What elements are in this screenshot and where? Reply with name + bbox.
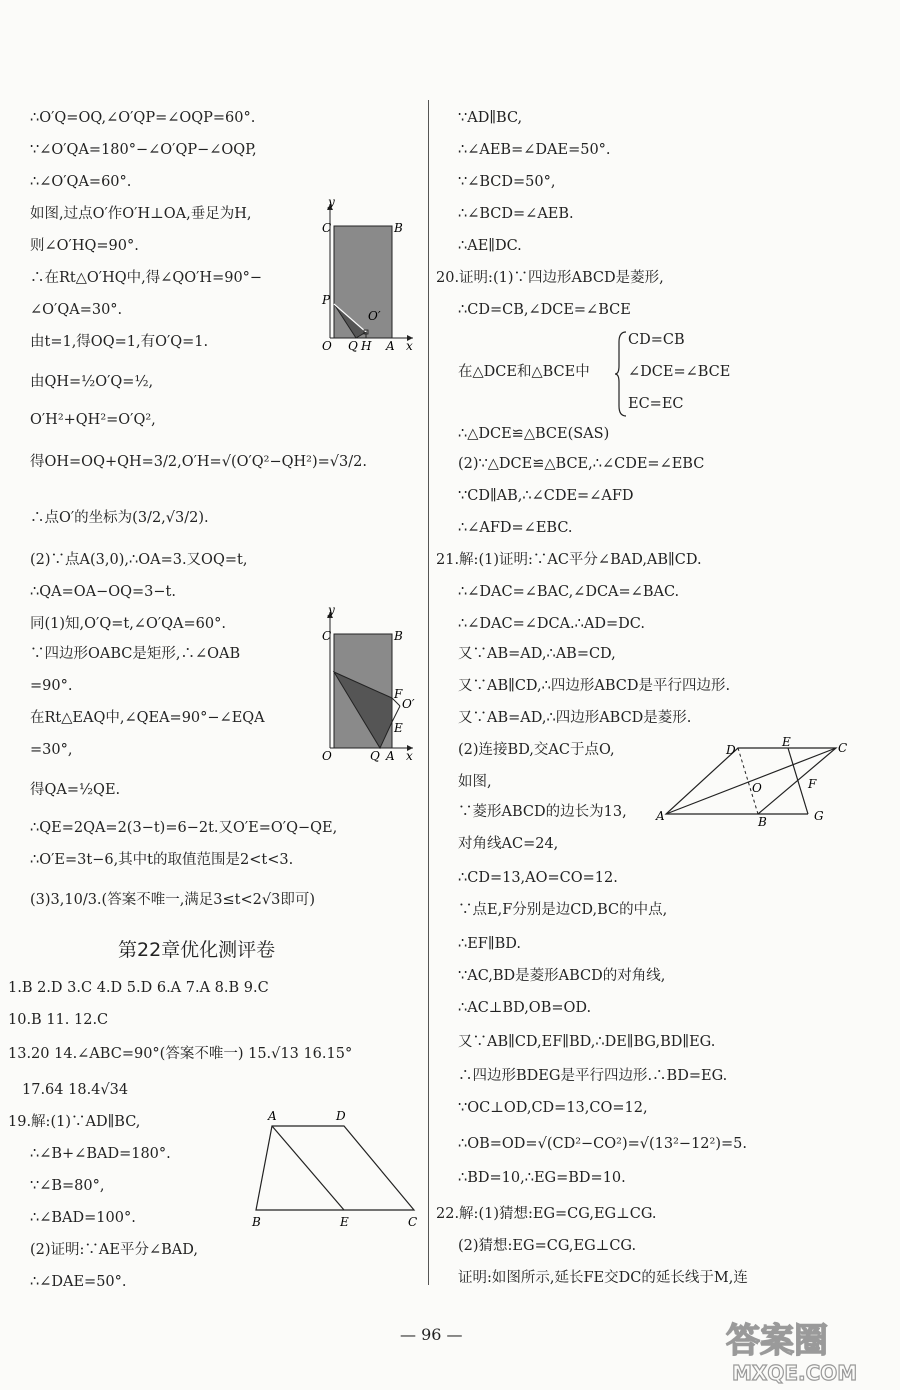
watermark-top-text: 答案圈 bbox=[726, 1321, 828, 1361]
text-line: 又∵AB=AD,∴四边形ABCD是菱形. bbox=[458, 710, 692, 726]
answer-line: 10.B 11. 12.C bbox=[8, 1012, 109, 1028]
text-line: 22.解:(1)猜想:EG=CG,EG⊥CG. bbox=[436, 1206, 657, 1222]
text-line: (2)∵点A(3,0),∴OA=3.又OQ=t, bbox=[30, 552, 248, 568]
point-label: C bbox=[322, 221, 332, 235]
chapter-heading: 第22章优化测评卷 bbox=[118, 939, 276, 961]
text-line: ∠O′QA=30°. bbox=[30, 302, 123, 318]
text-line: ∵四边形OABC是矩形,∴∠OAB bbox=[30, 646, 241, 662]
text-line: ∵点E,F分别是边CD,BC的中点, bbox=[458, 902, 668, 918]
text-line: ∴CD=13,AO=CO=12. bbox=[458, 870, 618, 886]
point-label: D bbox=[336, 1109, 346, 1123]
text-line: ∵OC⊥OD,CD=13,CO=12, bbox=[458, 1100, 648, 1116]
text-line: O′H²+QH²=O′Q², bbox=[30, 412, 156, 428]
text-line: ∵菱形ABCD的边长为13, bbox=[458, 804, 627, 820]
text-line: 如图, bbox=[458, 774, 492, 790]
text-line: ∴△DCE≌△BCE(SAS) bbox=[458, 426, 610, 442]
point-label: D bbox=[726, 743, 736, 757]
text-line: ∴OB=OD=√(CD²−CO²)=√(13²−12²)=5. bbox=[458, 1136, 747, 1152]
point-label: O bbox=[322, 339, 332, 352]
text-line: =30°, bbox=[30, 742, 73, 758]
figure-coordinate-1 bbox=[308, 196, 420, 352]
point-label: H bbox=[361, 339, 372, 352]
point-label: C bbox=[408, 1215, 418, 1229]
figure-coordinate-2 bbox=[308, 606, 420, 762]
point-label: Q bbox=[348, 339, 358, 352]
point-label: E bbox=[340, 1215, 349, 1229]
point-label: O bbox=[752, 781, 762, 795]
text-line: ∴∠AEB=∠DAE=50°. bbox=[458, 142, 611, 158]
text-line: ∴在Rt△O′HQ中,得∠QO′H=90°− bbox=[30, 270, 263, 286]
text-line: ∵∠O′QA=180°−∠O′QP−∠OQP, bbox=[30, 142, 257, 158]
figure-trapezoid bbox=[248, 1104, 428, 1232]
text-line: 则∠O′HQ=90°. bbox=[30, 238, 139, 254]
text-line: ∵AC,BD是菱形ABCD的对角线, bbox=[458, 968, 666, 984]
text-line: ∵∠B=80°, bbox=[30, 1178, 105, 1194]
text-line: 在Rt△EAQ中,∠QEA=90°−∠EQA bbox=[30, 710, 265, 726]
point-label: B bbox=[394, 221, 403, 235]
text-line: ∴∠B+∠BAD=180°. bbox=[30, 1146, 171, 1162]
text-line: (2)证明:∵AE平分∠BAD, bbox=[30, 1242, 198, 1258]
answer-line: 13.20 14.∠ABC=90°(答案不唯一) 15.√13 16.15° bbox=[8, 1046, 353, 1062]
text-line: (2)猜想:EG=CG,EG⊥CG. bbox=[458, 1238, 637, 1254]
text-line: ∴点O′的坐标为(3/2,√3/2). bbox=[30, 510, 209, 526]
brace-icon bbox=[614, 330, 628, 418]
point-label: O′ bbox=[402, 697, 415, 711]
text-line: ∴EF∥BD. bbox=[458, 936, 521, 952]
text-line: ∴QA=OA−OQ=3−t. bbox=[30, 584, 176, 600]
point-label: E bbox=[394, 721, 403, 735]
text-line: ∴CD=CB,∠DCE=∠BCE bbox=[458, 302, 631, 318]
text-line: 得QA=½QE. bbox=[30, 782, 121, 798]
watermark-logo bbox=[722, 1318, 892, 1384]
text-line: 21.解:(1)证明:∵AC平分∠BAD,AB∥CD. bbox=[436, 552, 702, 568]
text-line: 得OH=OQ+QH=3/2,O′H=√(O′Q²−QH²)=√3/2. bbox=[30, 454, 367, 470]
text-line: CD=CB bbox=[628, 332, 685, 348]
point-label: A bbox=[268, 1109, 277, 1123]
text-line: 证明:如图所示,延长FE交DC的延长线于M,连 bbox=[458, 1270, 748, 1286]
axis-x-label: x bbox=[406, 749, 413, 762]
text-line: ∴AC⊥BD,OB=OD. bbox=[458, 1000, 592, 1016]
text-line: ∴∠DAC=∠BAC,∠DCA=∠BAC. bbox=[458, 584, 680, 600]
figure-rhombus bbox=[652, 734, 852, 826]
point-label: C bbox=[838, 741, 848, 755]
text-line: (2)连接BD,交AC于点O, bbox=[458, 742, 615, 758]
text-line: ∵∠BCD=50°, bbox=[458, 174, 556, 190]
text-line: ∴O′E=3t−6,其中t的取值范围是2<t<3. bbox=[30, 852, 294, 868]
point-label: Q bbox=[370, 749, 380, 762]
text-line: EC=EC bbox=[628, 396, 684, 412]
answer-line: 17.64 18.4√34 bbox=[22, 1082, 129, 1098]
answer-line: 1.B 2.D 3.C 4.D 5.D 6.A 7.A 8.B 9.C bbox=[8, 980, 269, 996]
point-label: F bbox=[394, 687, 403, 701]
text-line: ∴AE∥DC. bbox=[458, 238, 522, 254]
text-line: 如图,过点O′作O′H⊥OA,垂足为H, bbox=[30, 206, 252, 222]
text-line: ∴∠BAD=100°. bbox=[30, 1210, 136, 1226]
text-line: ∴∠BCD=∠AEB. bbox=[458, 206, 574, 222]
point-label: E bbox=[782, 735, 791, 749]
text-line: 20.证明:(1)∵四边形ABCD是菱形, bbox=[436, 270, 664, 286]
axis-x-label: x bbox=[406, 339, 413, 352]
page-number: — 96 — bbox=[400, 1325, 463, 1344]
text-line: 由QH=½O′Q=½, bbox=[30, 374, 154, 390]
text-line: (3)3,10/3.(答案不唯一,满足3≤t<2√3即可) bbox=[30, 892, 316, 908]
text-line: (2)∵△DCE≌△BCE,∴∠CDE=∠EBC bbox=[458, 456, 705, 472]
text-line: ∴O′Q=OQ,∠O′QP=∠OQP=60°. bbox=[30, 110, 256, 126]
point-label: A bbox=[656, 809, 665, 823]
text-line: 又∵AB∥CD,∴四边形ABCD是平行四边形. bbox=[458, 678, 731, 694]
text-line: ∴∠AFD=∠EBC. bbox=[458, 520, 573, 536]
text-line: ∵CD∥AB,∴∠CDE=∠AFD bbox=[458, 488, 634, 504]
text-line: ∴四边形BDEG是平行四边形.∴BD=EG. bbox=[458, 1068, 728, 1084]
axis-y-label: y bbox=[328, 196, 335, 209]
point-label: B bbox=[394, 629, 403, 643]
point-label: A bbox=[386, 749, 395, 762]
text-line: 又∵AB=AD,∴AB=CD, bbox=[458, 646, 616, 662]
text-line: 同(1)知,O′Q=t,∠O′QA=60°. bbox=[30, 616, 226, 632]
point-label: O′ bbox=[368, 309, 381, 323]
text-line: =90°. bbox=[30, 678, 73, 694]
text-line: ∴BD=10,∴EG=BD=10. bbox=[458, 1170, 626, 1186]
text-line: ∴QE=2QA=2(3−t)=6−2t.又O′E=O′Q−QE, bbox=[30, 820, 338, 836]
column-divider bbox=[428, 100, 429, 1285]
text-line: ∴∠DAE=50°. bbox=[30, 1274, 127, 1290]
point-label: F bbox=[808, 777, 817, 791]
point-label: A bbox=[386, 339, 395, 352]
text-line: 19.解:(1)∵AD∥BC, bbox=[8, 1114, 141, 1130]
point-label: B bbox=[252, 1215, 261, 1229]
point-label: O bbox=[322, 749, 332, 762]
text-line: ∴∠O′QA=60°. bbox=[30, 174, 132, 190]
point-label: P bbox=[322, 293, 331, 307]
text-line: 对角线AC=24, bbox=[458, 836, 559, 852]
watermark-bottom-text: MXQE.COM bbox=[732, 1361, 858, 1384]
text-line: 在△DCE和△BCE中 bbox=[458, 364, 590, 380]
point-label: C bbox=[322, 629, 332, 643]
text-line: 又∵AB∥CD,EF∥BD,∴DE∥BG,BD∥EG. bbox=[458, 1034, 716, 1050]
point-label: G bbox=[814, 809, 824, 823]
axis-y-label: y bbox=[328, 606, 335, 617]
point-label: B bbox=[758, 815, 767, 826]
text-line: 由t=1,得OQ=1,有O′Q=1. bbox=[30, 334, 209, 350]
text-line: ∴∠DAC=∠DCA.∴AD=DC. bbox=[458, 616, 645, 632]
text-line: ∠DCE=∠BCE bbox=[628, 364, 731, 380]
text-line: ∵AD∥BC, bbox=[458, 110, 523, 126]
